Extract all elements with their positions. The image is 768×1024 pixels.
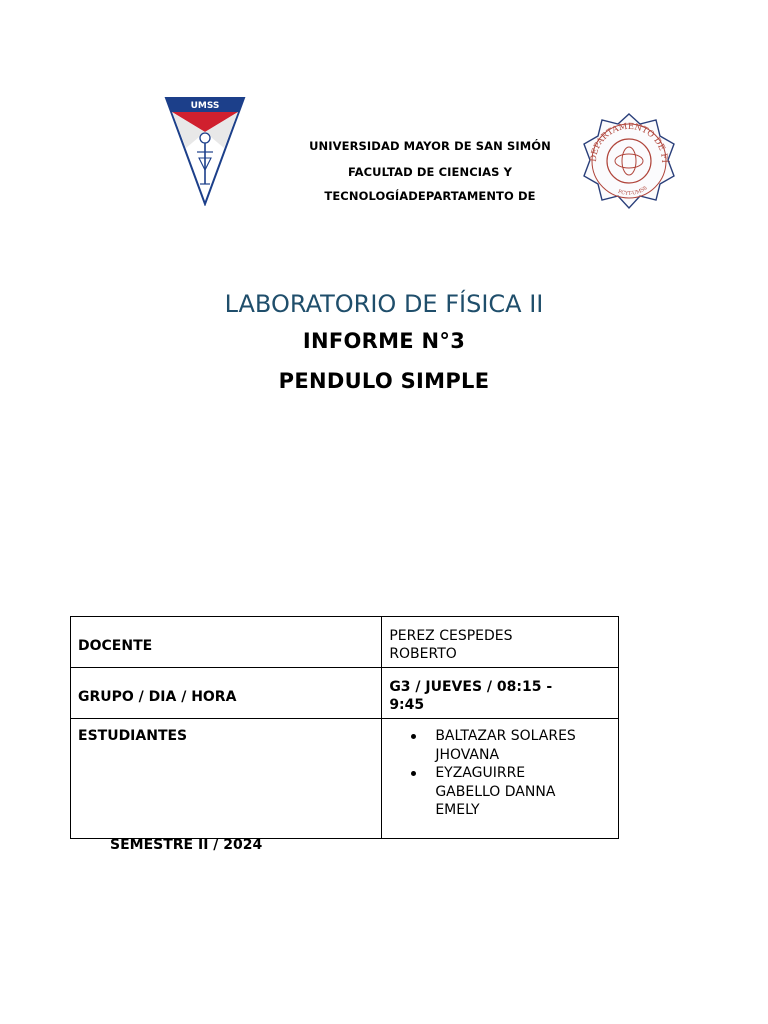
student-1-line2: JHOVANA [435,746,500,763]
estudiantes-value-cell [382,719,619,839]
umss-logo [164,96,246,206]
docente-value-line1: PEREZ CESPEDES [389,628,513,644]
seal-text-bottom: FCYT-UMSS [617,185,649,197]
docente-label: DOCENTE [78,638,153,654]
student-1-line1: BALTAZAR SOLARES [435,728,576,744]
umss-logo-text: UMSS [190,101,220,111]
docente-value-line2: ROBERTO [389,646,457,662]
student-2-line1: EYZAGUIRRE [435,765,526,781]
table-row [71,617,619,668]
grupo-value-line2: 9:45 [389,697,425,713]
lab-title: LABORATORIO DE FÍSICA II [224,290,544,318]
physics-department-seal [580,110,678,212]
table-row [71,719,619,839]
report-topic: PENDULO SIMPLE [278,369,490,393]
student-2-line2: GABELLO DANNA [435,783,556,800]
estudiantes-label: ESTUDIANTES [78,728,188,744]
grupo-label: GRUPO / DIA / HORA [78,689,237,705]
info-table [70,616,619,839]
table-row [71,668,619,719]
student-2-line3: EMELY [435,802,480,818]
grupo-value-cell [382,668,619,719]
report-number: INFORME N°3 [302,329,466,353]
list-item [435,727,612,764]
faculty-name: FACULTAD DE CIENCIAS Y [347,165,513,179]
estudiantes-label-cell [71,719,382,839]
docente-label-cell [71,617,382,668]
student-list [382,727,612,820]
list-item [435,764,612,820]
university-name: UNIVERSIDAD MAYOR DE SAN SIMÓN [309,139,551,153]
semester-label: SEMESTRE II / 2024 [110,837,263,853]
docente-value-cell [382,617,619,668]
grupo-value-line1: G3 / JUEVES / 08:15 - [389,679,553,695]
faculty-department: TECNOLOGÍADEPARTAMENTO DE [324,189,536,203]
grupo-label-cell [71,668,382,719]
seal-text-top: DEPARTAMENTO DE FÍ [588,121,670,164]
